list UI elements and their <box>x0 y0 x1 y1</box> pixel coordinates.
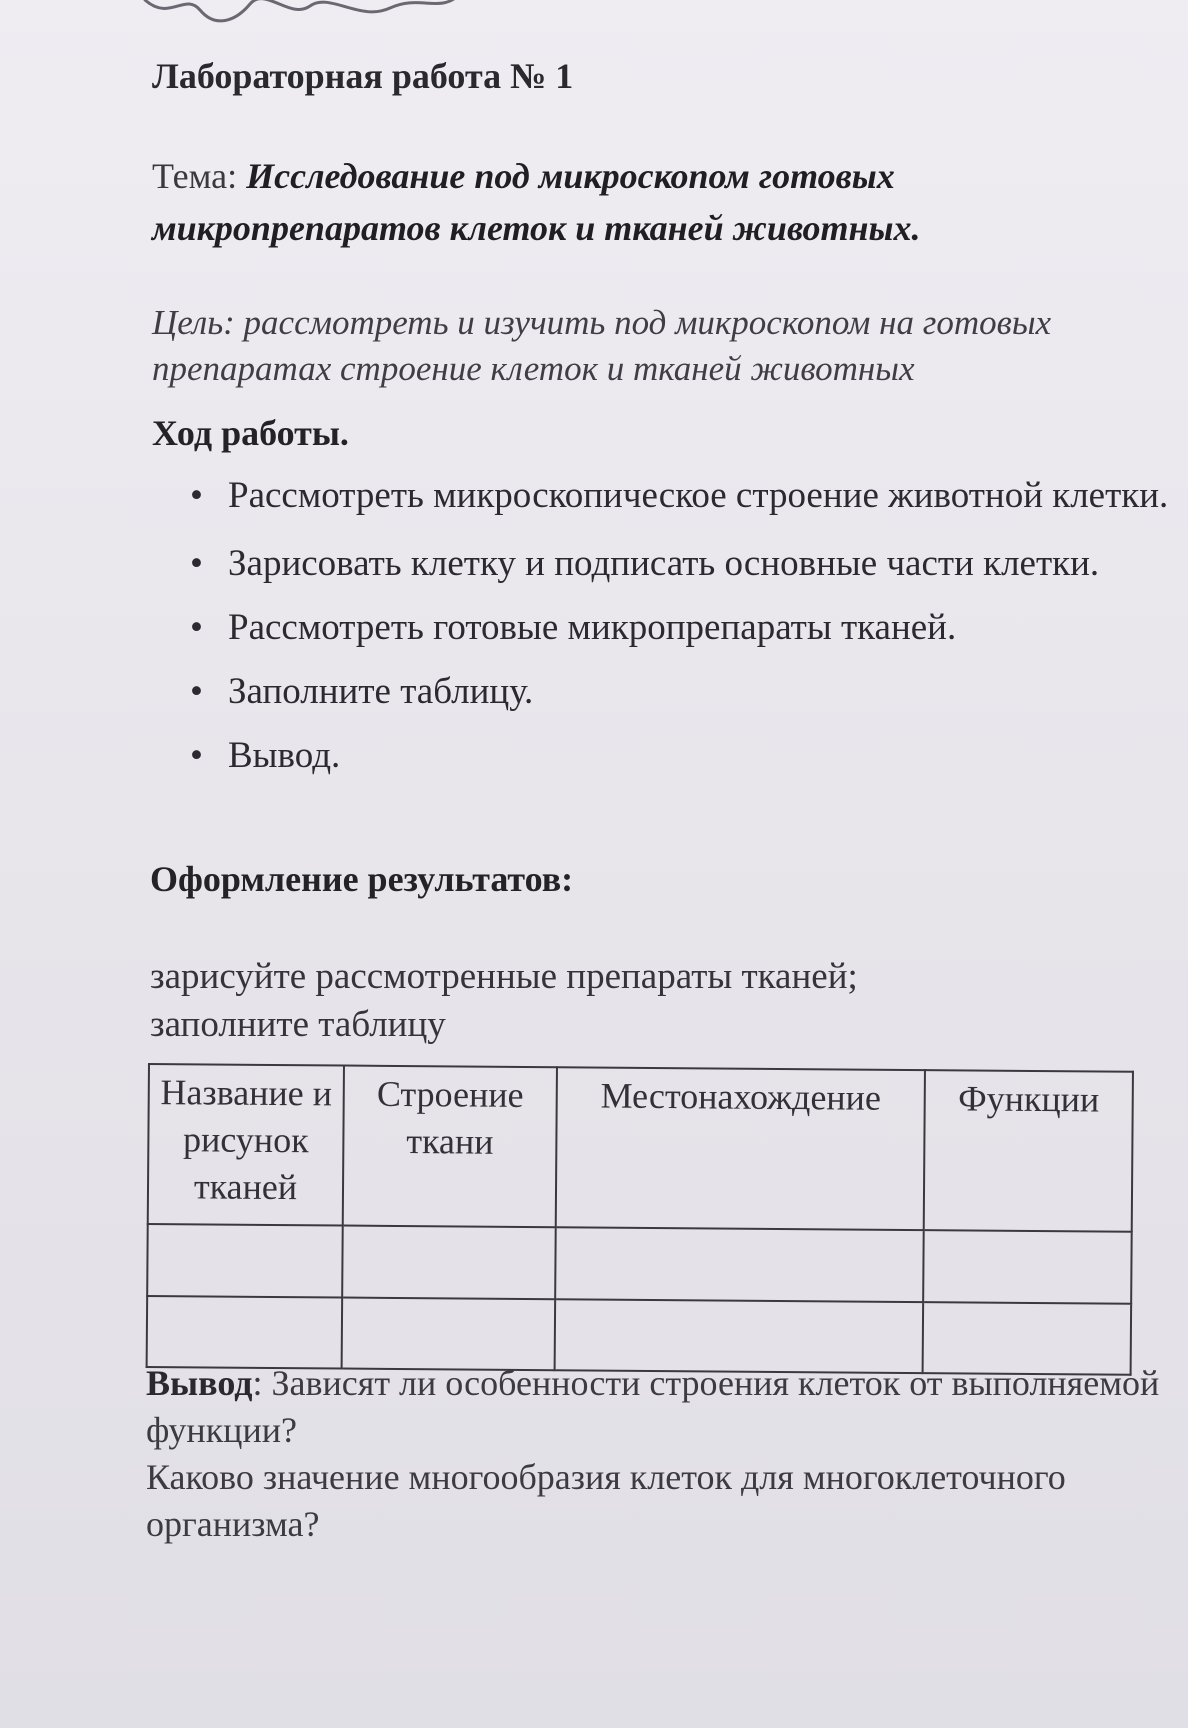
bullet-icon: • <box>190 543 203 584</box>
results-table-wrapper <box>146 1063 1132 1376</box>
conclusion-section <box>146 1360 1176 1548</box>
column-header-location: Местонахождение <box>556 1067 925 1230</box>
list-item <box>190 540 1170 588</box>
goal-text: Цель: рассмотреть и изучить под микроскопом на готовых препаратах строение клеток и тканей животных <box>152 303 1052 388</box>
step-text: Рассмотреть микроскопическое строение животной клетки. <box>228 475 1169 516</box>
results-instruction-table: заполните таблицу <box>150 1004 446 1045</box>
bullet-icon: • <box>190 607 203 648</box>
conclusion-question-1: : Зависят ли особенности строения клеток от выполняемой функции? <box>146 1363 1160 1450</box>
column-header-functions: Функции <box>924 1070 1133 1232</box>
conclusion-label: Вывод <box>146 1363 253 1403</box>
column-header-name: Название и рисунок тканей <box>148 1064 344 1226</box>
table-cell[interactable] <box>342 1226 556 1299</box>
procedure-steps <box>190 472 1170 780</box>
bullet-icon: • <box>190 475 203 516</box>
table-header-row <box>148 1064 1133 1232</box>
bullet-icon: • <box>190 735 203 776</box>
table-cell[interactable] <box>147 1224 343 1297</box>
procedure-heading: Ход работы. <box>152 413 349 453</box>
step-text: Рассмотреть готовые микропрепараты тканей. <box>228 607 957 648</box>
step-text: Вывод. <box>228 735 341 776</box>
conclusion-question-2: Каково значение многообразия клеток для многоклеточного организма? <box>146 1457 1066 1544</box>
table-cell[interactable] <box>923 1230 1132 1303</box>
results-heading: Оформление результатов: <box>150 859 574 899</box>
list-item <box>190 604 1170 652</box>
page-title: Лабораторная работа № 1 <box>152 56 574 96</box>
table-row <box>147 1224 1132 1303</box>
column-header-structure: Строение ткани <box>343 1066 557 1228</box>
step-text: Зарисовать клетку и подписать основные части клетки. <box>228 543 1100 584</box>
step-text: Заполните таблицу. <box>228 671 534 712</box>
topic-text: Исследование под микроскопом готовых микропрепаратов клеток и тканей животных. <box>152 156 921 248</box>
results-table <box>146 1063 1134 1376</box>
list-item <box>190 472 1170 520</box>
table-cell[interactable] <box>147 1296 343 1369</box>
list-item <box>190 668 1170 716</box>
results-instruction-draw: зарисуйте рассмотренные препараты тканей; <box>150 956 858 997</box>
topic-label: Тема: <box>152 156 238 196</box>
topic-section <box>152 150 1012 254</box>
bullet-icon: • <box>190 671 203 712</box>
handwriting-scribble <box>140 0 470 32</box>
table-cell[interactable] <box>555 1227 924 1301</box>
list-item <box>190 732 1170 780</box>
